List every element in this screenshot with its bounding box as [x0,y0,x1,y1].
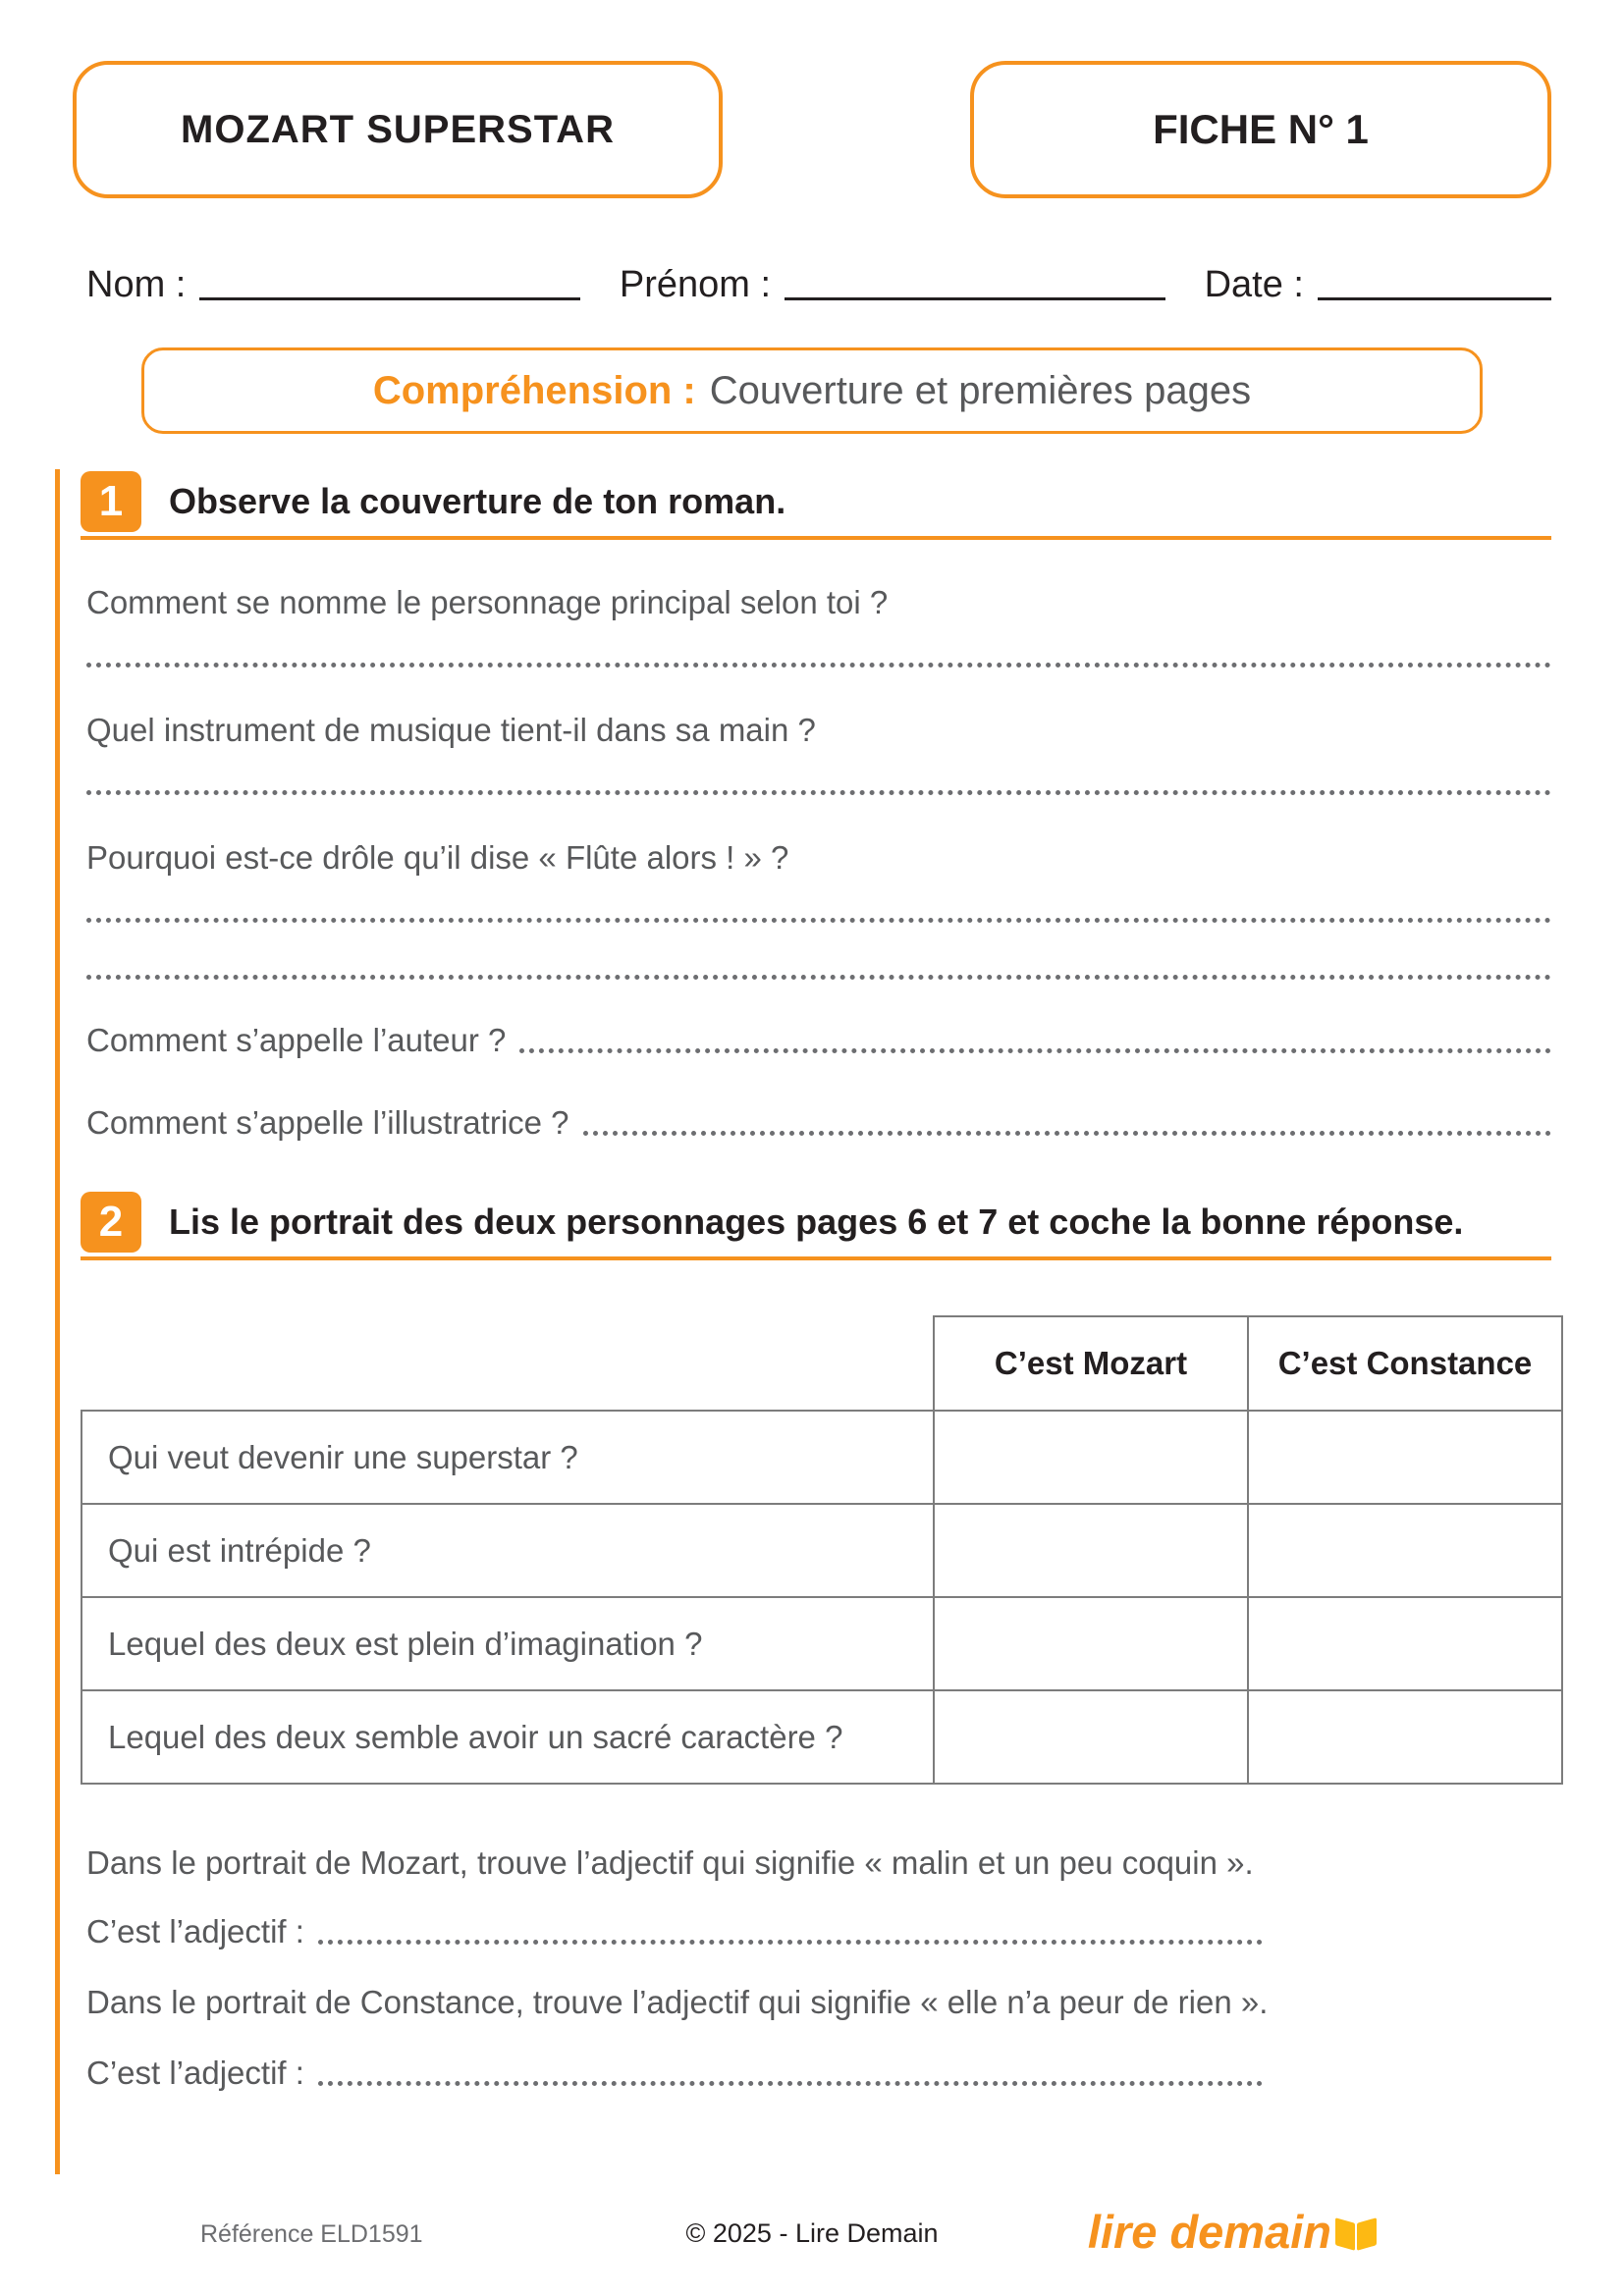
subtitle-box [141,347,1483,434]
question-4: Comment s’appelle l’auteur ? [86,1022,507,1058]
date-write-line[interactable] [1318,297,1551,300]
fiche-number-box [970,61,1551,198]
section1-heading [81,471,1551,540]
section1-questions [86,583,1551,1145]
section2-title: Lis le portrait des deux personnages pages 6 et 7 et coche la bonne réponse. [169,1201,1464,1242]
question-5: Comment s’appelle l’illustratrice ? [86,1104,569,1141]
question-3: Pourquoi est-ce drôle qu’il dise « Flûte alors ! » ? [86,839,789,876]
row-question-4: Lequel des deux semble avoir un sacré caractère ? [81,1690,934,1784]
row-question-3: Lequel des deux est plein d’imagination ? [81,1597,934,1690]
date-group [1205,264,1551,306]
answer-line-3a[interactable] [86,917,1551,923]
column-header-constance: C’est Constance [1248,1316,1562,1411]
question-5-row [86,1101,1551,1145]
adjectif-answer-line-1[interactable] [318,1940,1263,1945]
answer-cell-mozart-1[interactable] [934,1411,1248,1504]
answer-line-3b[interactable] [86,974,1551,980]
prenom-label: Prénom : [619,264,772,305]
answer-cell-constance-3[interactable] [1248,1597,1562,1690]
nom-write-line[interactable] [199,297,580,300]
prenom-write-line[interactable] [785,297,1165,300]
prenom-group [620,264,1165,306]
table-empty-corner [81,1316,934,1411]
subtitle-bold: Compréhension : [372,368,696,412]
publisher-logo [1088,2205,1377,2259]
adjectif-answer-row-2 [86,2052,1551,2095]
answer-line-4[interactable] [519,1048,1551,1053]
book-icon [1335,2216,1377,2252]
adjectif-answer-row-1 [86,1910,1551,1953]
section2-paragraphs [86,1843,1551,2095]
answer-line-2[interactable] [86,789,1551,795]
copyright-text: © 2025 - Lire Demain [685,2218,939,2248]
adjectif-prompt-constance: Dans le portrait de Constance, trouve l’adjectif qui signifie « elle n’a peur de rien ». [86,1984,1269,2020]
answer-cell-mozart-4[interactable] [934,1690,1248,1784]
adjectif-answer-line-2[interactable] [318,2081,1263,2086]
answer-cell-constance-1[interactable] [1248,1411,1562,1504]
answer-line-1[interactable] [86,662,1551,667]
answer-cell-mozart-3[interactable] [934,1597,1248,1690]
answer-line-5[interactable] [583,1131,1551,1136]
answer-cell-constance-2[interactable] [1248,1504,1562,1597]
section1-number-badge: 1 [81,471,141,532]
footer [0,2200,1624,2263]
table-row [81,1597,1562,1690]
nom-group [86,264,580,306]
question-4-row [86,1019,1551,1062]
answer-cell-mozart-2[interactable] [934,1504,1248,1597]
section2-number-badge: 2 [81,1192,141,1253]
section2-heading [81,1192,1551,1260]
worksheet-title-box [73,61,723,198]
column-header-mozart: C’est Mozart [934,1316,1248,1411]
portrait-table [81,1315,1563,1785]
fiche-number: FICHE N° 1 [1153,106,1369,152]
left-accent-bar [55,469,60,2174]
adjectif-prompt-mozart: Dans le portrait de Mozart, trouve l’adjectif qui signifie « malin et un peu coquin ». [86,1844,1254,1881]
answer-cell-constance-4[interactable] [1248,1690,1562,1784]
row-question-2: Qui est intrépide ? [81,1504,934,1597]
question-1: Comment se nomme le personnage principal selon toi ? [86,584,889,620]
nom-label: Nom : [86,264,187,305]
row-question-1: Qui veut devenir une superstar ? [81,1411,934,1504]
publisher-logo-text: lire demain [1087,2206,1331,2258]
adjectif-label-2: C’est l’adjectif : [86,2055,304,2091]
question-2: Quel instrument de musique tient-il dans sa main ? [86,712,816,748]
header [0,0,1624,198]
subtitle-rest: Couverture et premières pages [709,368,1252,412]
date-label: Date : [1204,264,1304,305]
table-row [81,1504,1562,1597]
table-row [81,1690,1562,1784]
identity-row [86,257,1551,306]
adjectif-label-1: C’est l’adjectif : [86,1913,304,1949]
table-row [81,1411,1562,1504]
section1-title: Observe la couverture de ton roman. [169,481,786,521]
table-header-row [81,1316,1562,1411]
reference-code: Référence ELD1591 [200,2220,423,2248]
worksheet-title: MOZART SUPERSTAR [181,107,615,151]
